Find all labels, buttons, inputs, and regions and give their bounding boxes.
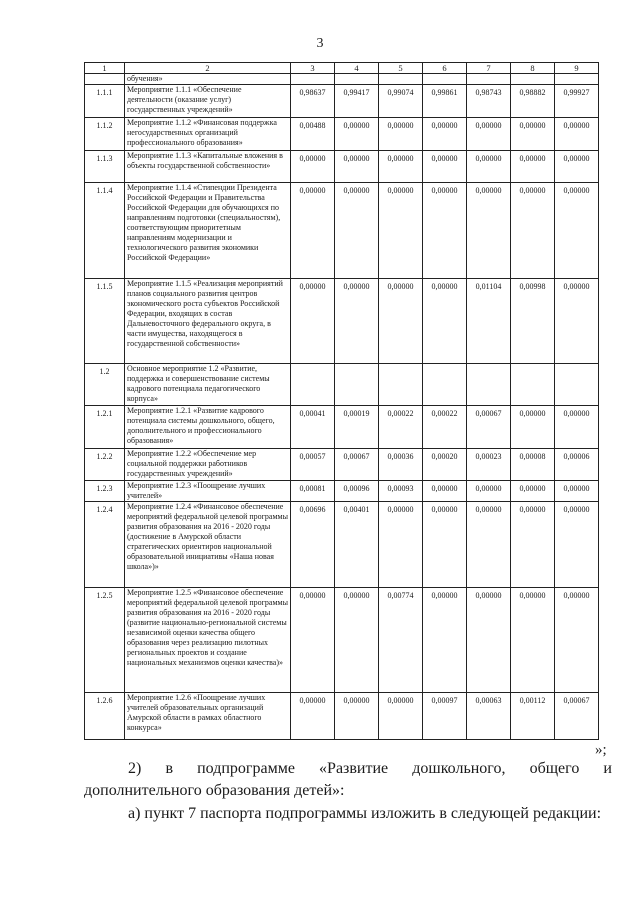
row-code-cell: 1.2.6 (85, 693, 125, 740)
row-value-cell: 0,00093 (379, 481, 423, 502)
row-value-cell: 0,00000 (335, 118, 379, 151)
row-value-cell (335, 364, 379, 406)
table-body (85, 63, 599, 740)
row-value-cell: 0,00000 (291, 183, 335, 279)
row-value-cell (555, 74, 599, 85)
row-description-cell: Мероприятие 1.1.4 «Стипендии Президента Российской Федерации и Правительства Российской Федерации для обучающихся по направлениям подготовки (специальностям), соответствующим приоритетным направлениям модернизации и технологического развития экономики Российской Федерации» (125, 183, 291, 279)
table-row (85, 502, 599, 588)
row-value-cell (555, 364, 599, 406)
row-value-cell: 0,99861 (423, 85, 467, 118)
table-row (85, 693, 599, 740)
row-value-cell: 0,00000 (423, 502, 467, 588)
row-description-cell: Мероприятие 1.2.4 «Финансовое обеспечение мероприятий федеральной целевой программы развития образования на 2016 - 2020 годы (достижение в Амурской области стратегических ориентиров национальной образовательной инициативы «Наша новая школа»)» (125, 502, 291, 588)
row-description-cell: Мероприятие 1.2.6 «Поощрение лучших учителей образовательных организаций Амурской области в рамках областного конкурса» (125, 693, 291, 740)
row-value-cell: 0,00019 (335, 406, 379, 449)
row-value-cell (379, 74, 423, 85)
amendment-paragraph: 2) в подпрограмме «Развитие дошкольного, общего и дополнительного образования детей»: (84, 760, 612, 799)
row-value-cell: 0,98743 (467, 85, 511, 118)
table-row (85, 118, 599, 151)
row-value-cell: 0,01104 (467, 279, 511, 364)
row-value-cell (467, 364, 511, 406)
table-row (85, 406, 599, 449)
row-value-cell: 0,00401 (335, 502, 379, 588)
row-value-cell: 0,00067 (467, 406, 511, 449)
row-code-cell: 1.2.1 (85, 406, 125, 449)
row-value-cell: 0,00000 (379, 693, 423, 740)
row-code-cell: 1.1.2 (85, 118, 125, 151)
row-value-cell: 0,00081 (291, 481, 335, 502)
row-value-cell: 0,00488 (291, 118, 335, 151)
row-code-cell: 1.2.4 (85, 502, 125, 588)
row-description-cell: Мероприятие 1.1.5 «Реализация мероприятий планов социального развития центров экономического роста субъектов Российской Федерации, входящих в состав Дальневосточного федерального округа, в части имущества, находящегося в государственной собственности» (125, 279, 291, 364)
row-value-cell: 0,00000 (423, 151, 467, 183)
row-value-cell (291, 364, 335, 406)
row-description-cell: Основное мероприятие 1.2 «Развитие, поддержка и совершенствование системы кадрового потенциала педагогического корпуса» (125, 364, 291, 406)
row-value-cell: 0,00112 (511, 693, 555, 740)
amendment-subparagraph: а) пункт 7 паспорта подпрограммы изложить в следующей редакции: (128, 805, 602, 822)
row-code-cell: 1.1.5 (85, 279, 125, 364)
page-number: 3 (316, 36, 324, 51)
row-description-cell: Мероприятие 1.1.2 «Финансовая поддержка негосударственных организаций профессионального образования» (125, 118, 291, 151)
row-value-cell: 0,00000 (511, 502, 555, 588)
row-value-cell: 0,00000 (423, 279, 467, 364)
row-value-cell: 0,00020 (423, 449, 467, 481)
table-header-row (85, 63, 599, 74)
header-cell: 9 (555, 63, 599, 74)
row-value-cell: 0,00067 (555, 693, 599, 740)
row-code-cell: 1.2.2 (85, 449, 125, 481)
row-value-cell: 0,00041 (291, 406, 335, 449)
row-value-cell: 0,00000 (467, 588, 511, 693)
row-value-cell: 0,00000 (555, 406, 599, 449)
row-value-cell: 0,00000 (379, 279, 423, 364)
table-row (85, 481, 599, 502)
row-value-cell: 0,00000 (379, 118, 423, 151)
table-row (85, 85, 599, 118)
row-description-cell: Мероприятие 1.2.3 «Поощрение лучших учителей» (125, 481, 291, 502)
row-code-cell: 1.2.3 (85, 481, 125, 502)
table-row (85, 279, 599, 364)
row-value-cell (423, 74, 467, 85)
row-value-cell: 0,00057 (291, 449, 335, 481)
header-cell: 5 (379, 63, 423, 74)
row-value-cell: 0,00000 (511, 481, 555, 502)
row-value-cell: 0,00097 (423, 693, 467, 740)
row-value-cell: 0,98637 (291, 85, 335, 118)
header-cell: 3 (291, 63, 335, 74)
row-value-cell: 0,00000 (379, 502, 423, 588)
closing-quote-mark: »; (595, 742, 607, 758)
row-value-cell: 0,00096 (335, 481, 379, 502)
row-value-cell: 0,00000 (555, 151, 599, 183)
row-value-cell: 0,98882 (511, 85, 555, 118)
row-value-cell: 0,00000 (423, 481, 467, 502)
row-value-cell: 0,00022 (379, 406, 423, 449)
row-value-cell (379, 364, 423, 406)
row-value-cell: 0,00000 (291, 151, 335, 183)
indicator-table-wrap (84, 62, 598, 740)
row-value-cell: 0,00000 (379, 151, 423, 183)
row-value-cell: 0,00000 (467, 118, 511, 151)
row-value-cell: 0,00000 (511, 406, 555, 449)
row-description-cell: Мероприятие 1.2.1 «Развитие кадрового потенциала системы дошкольного, общего, дополнительного и профессионального образования» (125, 406, 291, 449)
row-code-cell: 1.2 (85, 364, 125, 406)
header-cell: 4 (335, 63, 379, 74)
row-value-cell: 0,00000 (423, 118, 467, 151)
row-value-cell: 0,00000 (555, 481, 599, 502)
row-value-cell: 0,00000 (335, 693, 379, 740)
row-value-cell: 0,99417 (335, 85, 379, 118)
row-value-cell: 0,00000 (555, 183, 599, 279)
row-description-cell: обучения» (125, 74, 291, 85)
row-value-cell (511, 364, 555, 406)
row-value-cell: 0,00000 (423, 588, 467, 693)
header-cell: 2 (125, 63, 291, 74)
row-code-cell (85, 74, 125, 85)
row-value-cell: 0,99927 (555, 85, 599, 118)
header-cell: 1 (85, 63, 125, 74)
row-value-cell: 0,00000 (555, 279, 599, 364)
row-value-cell: 0,00000 (555, 118, 599, 151)
row-value-cell: 0,00022 (423, 406, 467, 449)
row-value-cell: 0,00000 (291, 693, 335, 740)
row-value-cell: 0,00000 (291, 588, 335, 693)
row-value-cell: 0,00008 (511, 449, 555, 481)
row-code-cell: 1.1.1 (85, 85, 125, 118)
row-value-cell: 0,00063 (467, 693, 511, 740)
row-code-cell: 1.2.5 (85, 588, 125, 693)
row-value-cell: 0,99074 (379, 85, 423, 118)
row-description-cell: Мероприятие 1.2.2 «Обеспечение мер социальной поддержки работников государственных учреждений» (125, 449, 291, 481)
header-cell: 7 (467, 63, 511, 74)
row-value-cell: 0,00696 (291, 502, 335, 588)
row-description-cell: Мероприятие 1.1.1 «Обеспечение деятельности (оказание услуг) государственных учреждений» (125, 85, 291, 118)
row-value-cell: 0,00774 (379, 588, 423, 693)
row-value-cell: 0,00000 (467, 502, 511, 588)
table-row (85, 151, 599, 183)
row-value-cell: 0,00000 (335, 279, 379, 364)
row-code-cell: 1.1.4 (85, 183, 125, 279)
row-value-cell: 0,00067 (335, 449, 379, 481)
row-value-cell: 0,00000 (511, 588, 555, 693)
header-cell: 8 (511, 63, 555, 74)
row-value-cell: 0,00000 (335, 588, 379, 693)
row-value-cell: 0,00000 (467, 481, 511, 502)
table-row (85, 183, 599, 279)
row-value-cell (467, 74, 511, 85)
row-value-cell: 0,00998 (511, 279, 555, 364)
row-value-cell: 0,00023 (467, 449, 511, 481)
row-value-cell: 0,00000 (467, 151, 511, 183)
row-value-cell: 0,00000 (511, 151, 555, 183)
row-value-cell: 0,00000 (555, 588, 599, 693)
table-row (85, 364, 599, 406)
row-value-cell: 0,00000 (511, 183, 555, 279)
row-value-cell (291, 74, 335, 85)
row-value-cell: 0,00000 (291, 279, 335, 364)
row-value-cell: 0,00000 (379, 183, 423, 279)
row-description-cell: Мероприятие 1.1.3 «Капитальные вложения в объекты государственной собственности» (125, 151, 291, 183)
row-value-cell: 0,00000 (335, 183, 379, 279)
row-code-cell: 1.1.3 (85, 151, 125, 183)
row-value-cell: 0,00000 (335, 151, 379, 183)
row-description-cell: Мероприятие 1.2.5 «Финансовое обеспечение мероприятий федеральной целевой программы развития образования на 2016 - 2020 годы (развитие национально-региональной системы независимой оценки качества общего образования через реализацию пилотных региональных проектов и создание национальных механизмов оценки качества)» (125, 588, 291, 693)
row-value-cell (423, 364, 467, 406)
row-value-cell: 0,00036 (379, 449, 423, 481)
row-value-cell: 0,00000 (555, 502, 599, 588)
header-cell: 6 (423, 63, 467, 74)
row-value-cell: 0,00000 (467, 183, 511, 279)
table-row (85, 449, 599, 481)
row-value-cell (511, 74, 555, 85)
row-value-cell (335, 74, 379, 85)
indicator-table (84, 62, 599, 740)
row-value-cell: 0,00006 (555, 449, 599, 481)
table-row (85, 74, 599, 85)
row-value-cell: 0,00000 (423, 183, 467, 279)
table-row (85, 588, 599, 693)
row-value-cell: 0,00000 (511, 118, 555, 151)
